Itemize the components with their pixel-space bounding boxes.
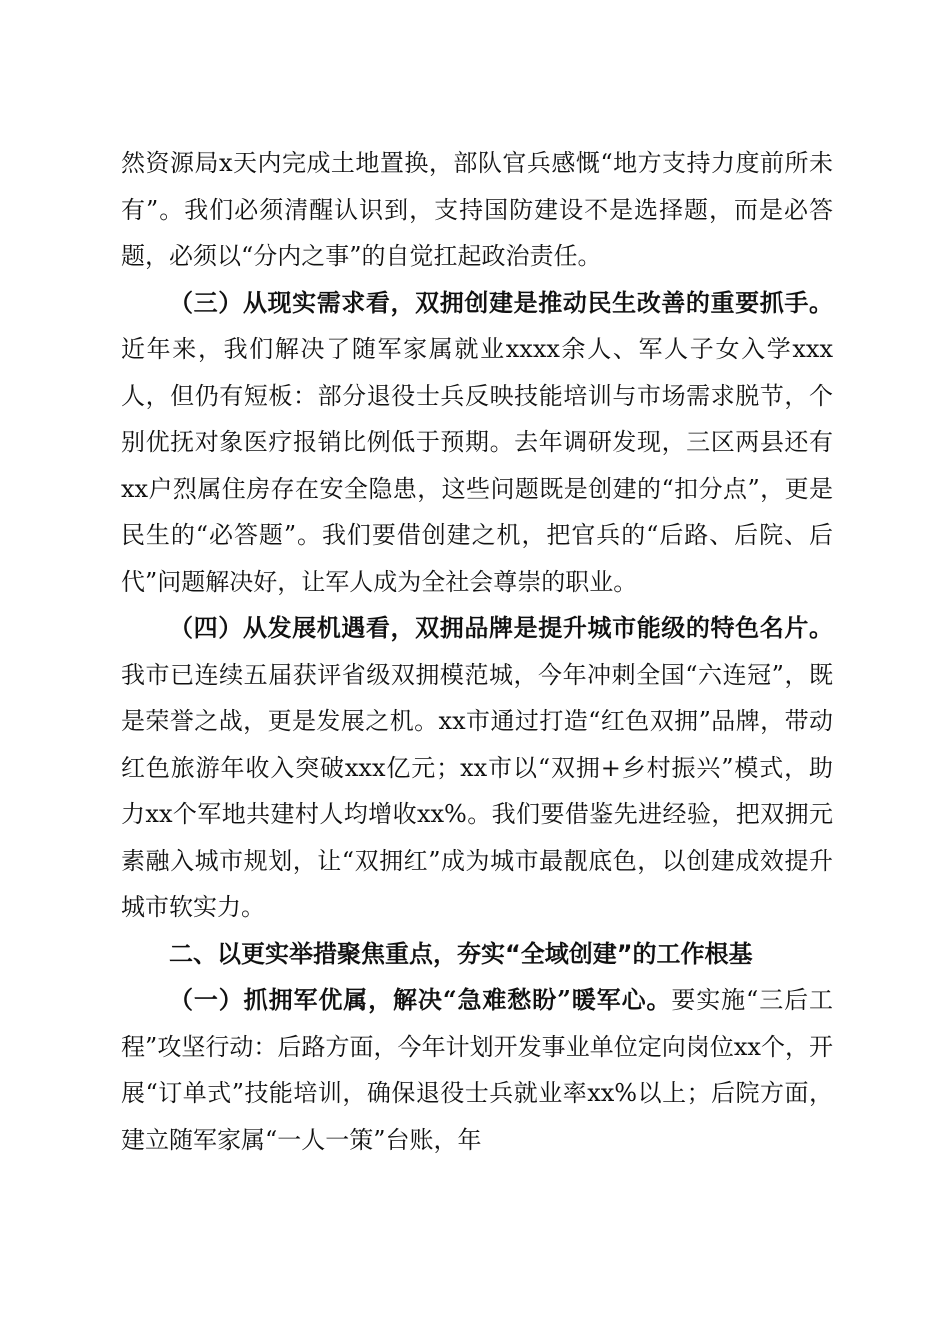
paragraph-section-3 [121, 280, 833, 606]
paragraph-lead-sentence: （四）从发展机遇看，双拥品牌是提升城市能级的特色名片。 [169, 613, 833, 642]
paragraph-text: 我市已连续五届获评省级双拥模范城，今年冲刺全国“六连冠”，既是荣誉之战，更是发展之机。xx市通过打造“红色双拥”品牌，带动红色旅游年收入突破xxx亿元；xx市以“双拥+乡村振兴”模式，助力xx个军地共建村人均增收xx%。我们要借鉴先进经验，把双拥元素融入城市规划，让“双拥红”成为城市最靓底色，以创建成效提升城市软实力。 [121, 660, 833, 921]
section-heading: 二、以更实举措聚焦重点，夯实“全域创建”的工作根基 [169, 939, 753, 968]
document-body [121, 140, 833, 1163]
paragraph-text: 然资源局x天内完成土地置换，部队官兵感慨“地方支持力度前所未有”。我们必须清醒认识到，支持国防建设不是选择题，而是必答题，必须以“分内之事”的自觉扛起政治责任。 [121, 149, 833, 270]
paragraph-continuation [121, 140, 833, 280]
paragraph-lead-sentence: （三）从现实需求看，双拥创建是推动民生改善的重要抓手。 [169, 287, 833, 317]
paragraph-section-4 [121, 605, 833, 931]
paragraph-lead-sentence: （一）抓拥军优属，解决“急难愁盼”暖军心。 [169, 985, 672, 1014]
paragraph-subsection-1 [121, 977, 833, 1163]
paragraph-text: 要实施“三后工程”攻坚行动：后路方面，今年计划开发事业单位定向岗位xx个，开展“订单式”技能培训，确保退役士兵就业率xx%以上；后院方面，建立随军家属“一人一策”台账，年 [121, 986, 834, 1154]
paragraph-text: 近年来，我们解决了随军家属就业xxxx余人、军人子女入学xxx人，但仍有短板：部分退役士兵反映技能培训与市场需求脱节，个别优抚对象医疗报销比例低于预期。去年调研发现，三区两县还有xx户烈属住房存在安全隐患，这些问题既是创建的“扣分点”，更是民生的“必答题”。我们要借创建之机，把官兵的“后路、后院、后代”问题解决好，让军人成为全社会尊崇的职业。 [121, 335, 833, 596]
